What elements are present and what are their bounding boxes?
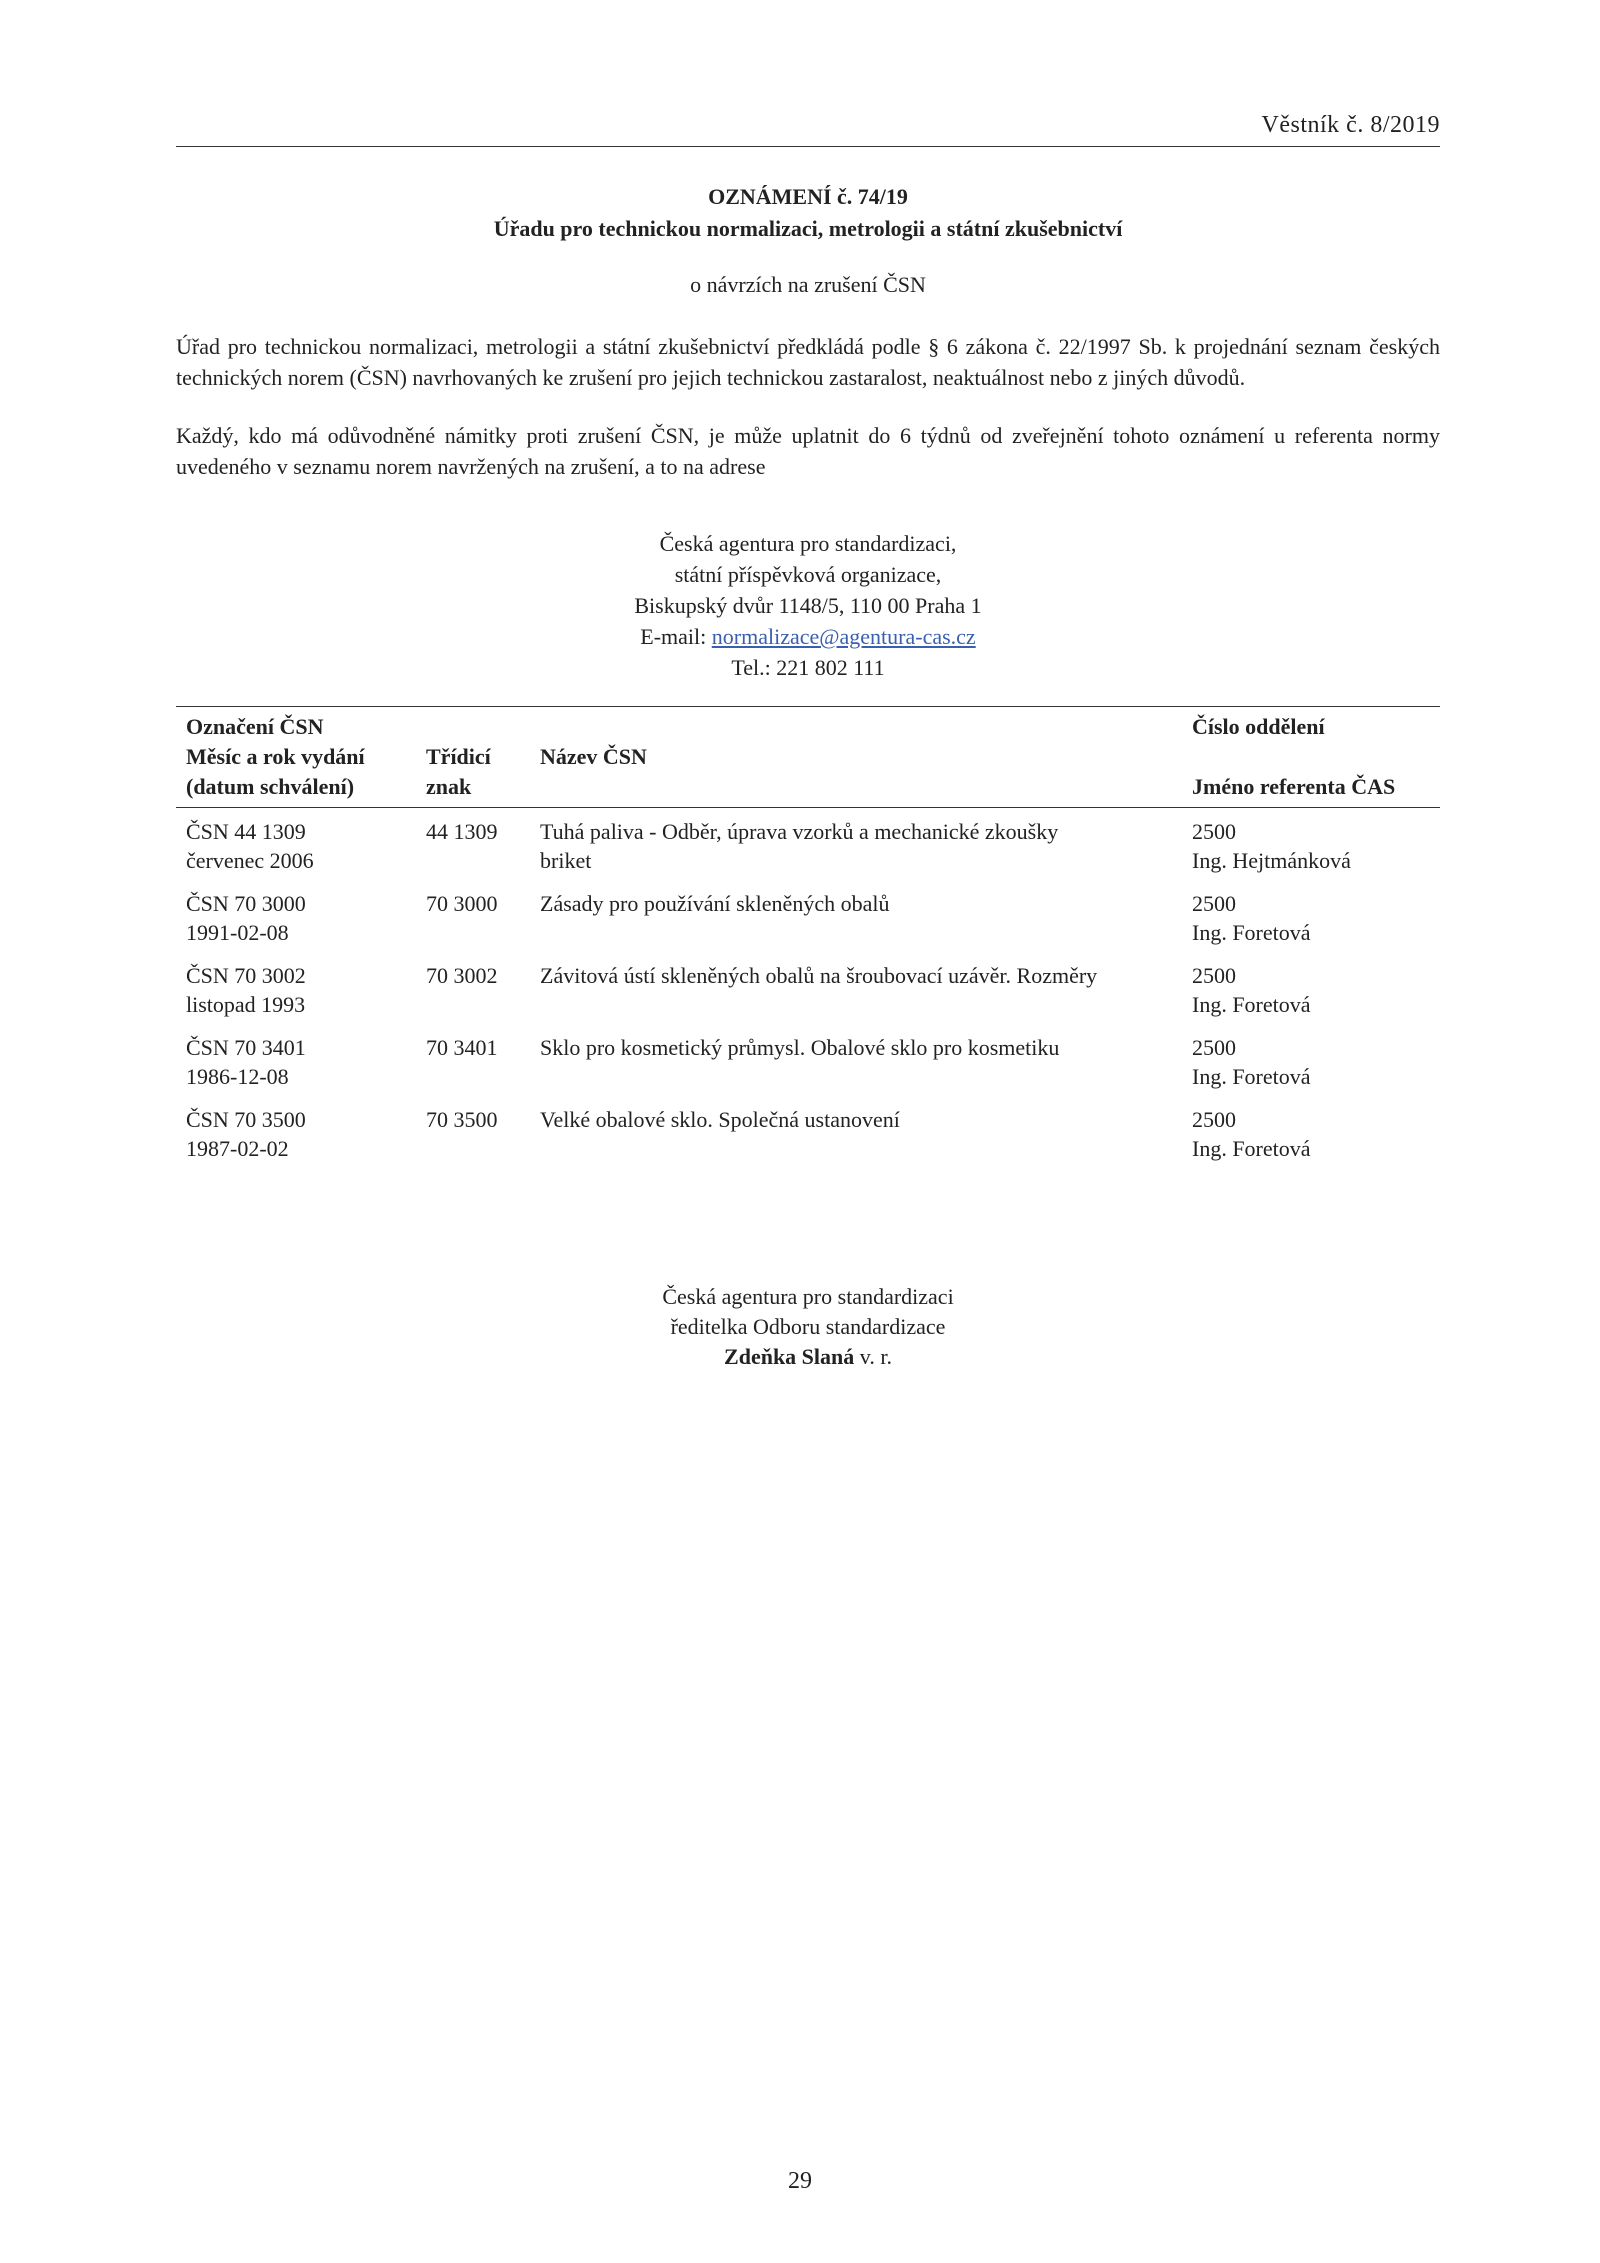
- notice-subject: o návrzích na zrušení ČSN: [690, 272, 926, 297]
- header-dept: Číslo oddělení: [1192, 714, 1325, 739]
- department-number: 2500: [1192, 1107, 1236, 1132]
- issue-date: 1986-12-08: [186, 1064, 289, 1089]
- department-number: 2500: [1192, 819, 1236, 844]
- referent-name: Ing. Foretová: [1192, 1064, 1311, 1089]
- csn-designation: ČSN 70 3002: [186, 963, 306, 988]
- department-number: 2500: [1192, 1035, 1236, 1060]
- issue-date: 1987-02-02: [186, 1136, 289, 1161]
- signature-role: ředitelka Odboru standardizace: [670, 1314, 946, 1339]
- classification-code: 70 3401: [426, 1035, 498, 1060]
- standard-name: Tuhá paliva - Odběr, úprava vzorků a mechanické zkoušky: [540, 819, 1059, 844]
- csn-designation: ČSN 70 3500: [186, 1107, 306, 1132]
- email-link[interactable]: normalizace@agentura-cas.cz: [711, 624, 976, 649]
- signature-block: [176, 1282, 1440, 1372]
- standard-name-cont: briket: [540, 848, 592, 873]
- issue-date: listopad 1993: [186, 992, 306, 1017]
- address-line-1: Česká agentura pro standardizaci,: [659, 531, 957, 556]
- standard-name: Zásady pro používání skleněných obalů: [540, 891, 890, 916]
- department-number: 2500: [1192, 891, 1236, 916]
- classification-code: 44 1309: [426, 819, 498, 844]
- signature-name: Zdeňka Slaná: [724, 1344, 855, 1369]
- header-divider: [176, 146, 1440, 147]
- journal-issue: Věstník č. 8/2019: [1261, 112, 1440, 138]
- standard-name: Velké obalové sklo. Společná ustanovení: [540, 1107, 900, 1132]
- referent-name: Ing. Hejtmánková: [1192, 848, 1351, 873]
- header-name: Název ČSN: [540, 744, 647, 769]
- classification-code: 70 3500: [426, 1107, 498, 1132]
- issue-date: červenec 2006: [186, 848, 314, 873]
- csn-designation: ČSN 70 3401: [186, 1035, 306, 1060]
- signature-suffix: v. r.: [854, 1344, 892, 1369]
- standard-name: Závitová ústí skleněných obalů na šroubovací uzávěr. Rozměry: [540, 963, 1098, 988]
- email-label: E-mail:: [640, 624, 712, 649]
- signature-org: Česká agentura pro standardizaci: [662, 1284, 954, 1309]
- address-line-3: Biskupský dvůr 1148/5, 110 00 Praha 1: [634, 593, 982, 618]
- referent-name: Ing. Foretová: [1192, 920, 1311, 945]
- header-referent: Jméno referenta ČAS: [1192, 774, 1396, 799]
- csn-designation: ČSN 70 3000: [186, 891, 306, 916]
- email-line: [176, 621, 1440, 652]
- table-header-rule: [176, 807, 1440, 808]
- referent-name: Ing. Foretová: [1192, 992, 1311, 1017]
- notice-title: OZNÁMENÍ č. 74/19: [708, 184, 908, 209]
- csn-designation: ČSN 44 1309: [186, 819, 306, 844]
- header-csn: Označení ČSN Měsíc a rok vydání (datum schválení): [186, 714, 365, 799]
- department-number: 2500: [1192, 963, 1236, 988]
- classification-code: 70 3000: [426, 891, 498, 916]
- address-line-2: státní příspěvková organizace,: [674, 562, 942, 587]
- objection-paragraph: Každý, kdo má odůvodněné námitky proti zrušení ČSN, je může uplatnit do 6 týdnů od zveřejnění tohoto oznámení u referenta normy uvedeného v seznamu norem navržených na zrušení, a to na adrese: [176, 423, 1440, 479]
- table-top-rule: [176, 706, 1440, 707]
- page-number: 29: [788, 2168, 812, 2194]
- intro-paragraph: Úřad pro technickou normalizaci, metrologii a státní zkušebnictví předkládá podle § 6 zákona č. 22/1997 Sb. k projednání seznam českých technických norem (ČSN) navrhovaných ke zrušení pro jejich technickou zastaralost, neaktuálnost nebo z jiných důvodů.: [176, 334, 1440, 390]
- phone-line: Tel.: 221 802 111: [731, 655, 885, 680]
- address-block: [176, 528, 1440, 683]
- notice-subtitle: Úřadu pro technickou normalizaci, metrologii a státní zkušebnictví: [493, 216, 1123, 241]
- classification-code: 70 3002: [426, 963, 498, 988]
- issue-date: 1991-02-08: [186, 920, 289, 945]
- standard-name: Sklo pro kosmetický průmysl. Obalové sklo pro kosmetiku: [540, 1035, 1060, 1060]
- header-code: Třídicí znak: [426, 744, 491, 799]
- referent-name: Ing. Foretová: [1192, 1136, 1311, 1161]
